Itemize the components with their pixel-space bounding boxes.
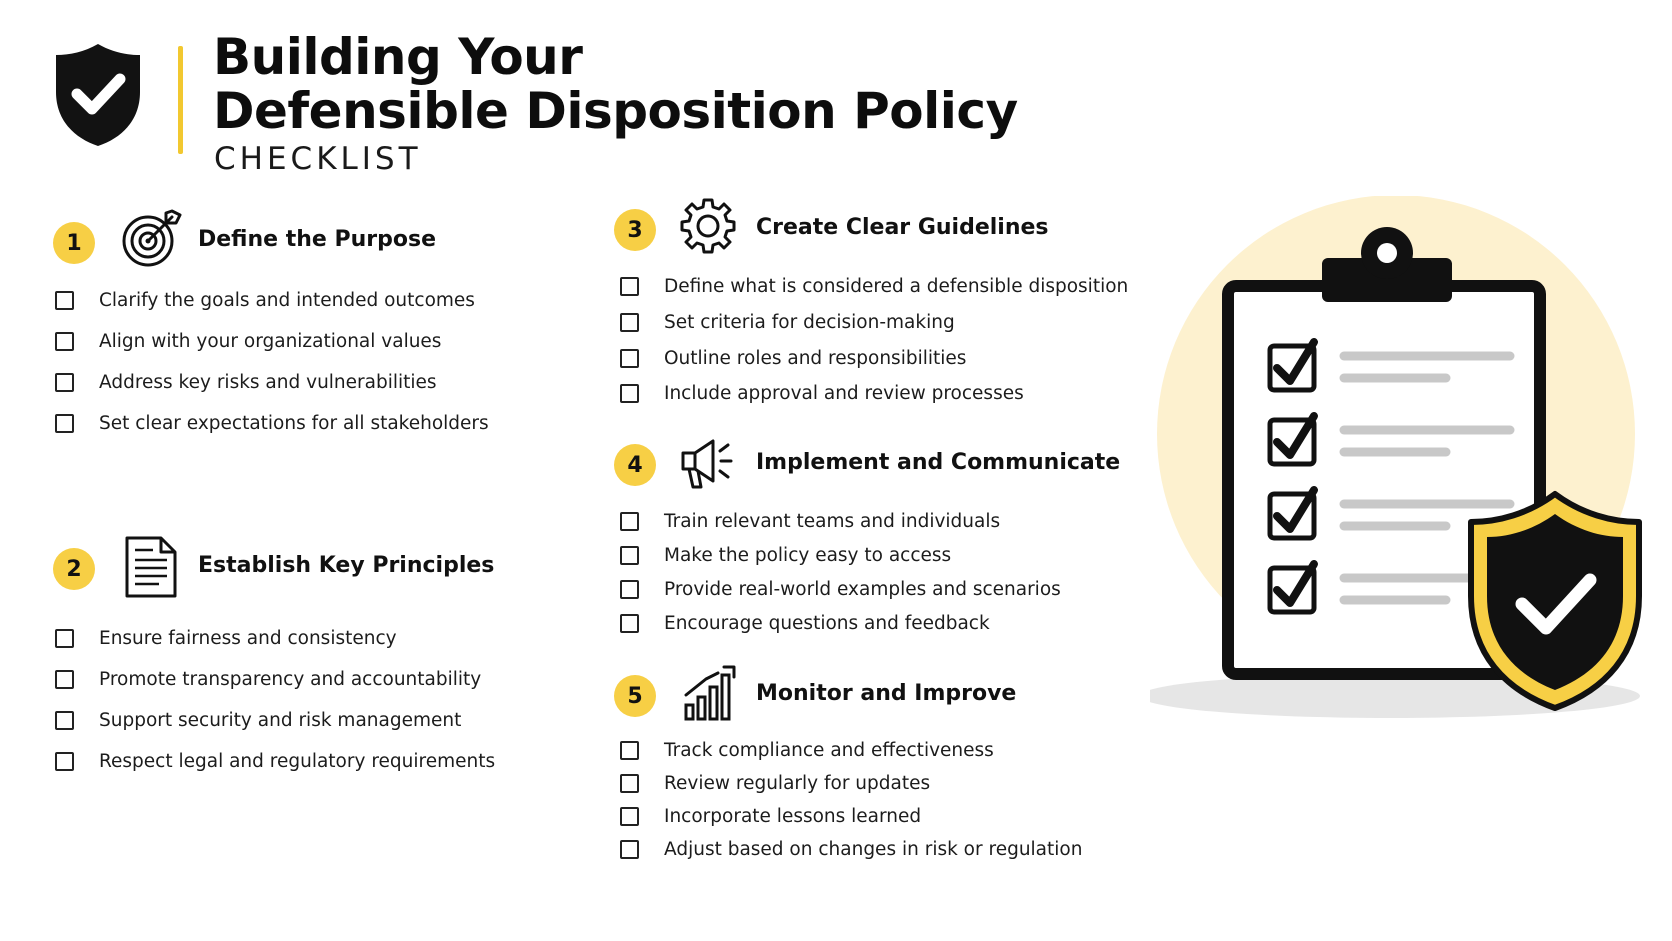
checkbox[interactable] [620, 349, 639, 368]
checkbox[interactable] [620, 512, 639, 531]
checklist-item[interactable] [55, 751, 495, 772]
checklist-item-label: Incorporate lessons learned [664, 806, 922, 827]
checklist-item[interactable] [55, 710, 461, 731]
section-2-number-badge: 2 [53, 548, 95, 590]
section-4-number-badge: 4 [614, 444, 656, 486]
checklist-item[interactable] [620, 613, 990, 634]
page-subtitle: CHECKLIST [214, 141, 422, 177]
checklist-item[interactable] [620, 839, 1082, 860]
checkbox[interactable] [55, 711, 74, 730]
checkbox[interactable] [620, 614, 639, 633]
section-3-title: Create Clear Guidelines [756, 215, 1049, 240]
checklist-item-label: Align with your organizational values [99, 331, 442, 352]
checkbox[interactable] [55, 670, 74, 689]
checkbox[interactable] [55, 373, 74, 392]
checkbox[interactable] [620, 580, 639, 599]
checkbox[interactable] [620, 384, 639, 403]
checklist-item-label: Define what is considered a defensible disposition [664, 276, 1129, 297]
checkbox[interactable] [55, 332, 74, 351]
clipboard-illustration [1150, 196, 1650, 726]
shield-check-icon [52, 40, 144, 150]
checklist-item[interactable] [620, 511, 1000, 532]
checklist-item[interactable] [620, 276, 1128, 297]
checklist-item-label: Set criteria for decision-making [664, 312, 955, 333]
section-5-number-badge: 5 [614, 675, 656, 717]
target-arrow-icon [120, 207, 182, 269]
checklist-item[interactable] [55, 372, 437, 393]
checklist-item-label: Clarify the goals and intended outcomes [99, 290, 475, 311]
title-divider [178, 46, 183, 154]
checkbox[interactable] [55, 291, 74, 310]
checkbox[interactable] [55, 752, 74, 771]
checkbox[interactable] [55, 414, 74, 433]
checklist-item-label: Track compliance and effectiveness [664, 740, 994, 761]
checklist-item-label: Set clear expectations for all stakeholders [99, 413, 489, 434]
checklist-item[interactable] [620, 579, 1061, 600]
section-5-title: Monitor and Improve [756, 681, 1017, 706]
gear-icon [677, 196, 739, 258]
checklist-item-label: Train relevant teams and individuals [664, 511, 1001, 532]
checklist-item-label: Make the policy easy to access [664, 545, 952, 566]
checklist-item-label: Support security and risk management [99, 710, 462, 731]
bar-chart-growth-icon [680, 663, 742, 725]
checklist-item-label: Address key risks and vulnerabilities [99, 372, 437, 393]
checkbox[interactable] [620, 546, 639, 565]
checklist-item-label: Encourage questions and feedback [664, 613, 990, 634]
section-3-number-badge: 3 [614, 209, 656, 251]
checklist-item-label: Ensure fairness and consistency [99, 628, 397, 649]
section-2-title: Establish Key Principles [198, 553, 495, 578]
checklist-item[interactable] [620, 348, 966, 369]
checklist-item[interactable] [620, 312, 955, 333]
checkbox[interactable] [620, 774, 639, 793]
checklist-item-label: Provide real-world examples and scenarios [664, 579, 1061, 600]
checkbox[interactable] [620, 840, 639, 859]
page-title-line-1: Building Your [213, 28, 583, 86]
page-title-line-2: Defensible Disposition Policy [213, 82, 1018, 140]
checkbox[interactable] [55, 629, 74, 648]
checklist-item[interactable] [55, 331, 441, 352]
checklist-item-label: Promote transparency and accountability [99, 669, 482, 690]
checklist-item[interactable] [620, 545, 951, 566]
section-4-title: Implement and Communicate [756, 450, 1121, 475]
checklist-item[interactable] [620, 383, 1024, 404]
checklist-item[interactable] [620, 806, 921, 827]
checklist-item[interactable] [55, 413, 489, 434]
checklist-item[interactable] [55, 290, 475, 311]
section-1-title: Define the Purpose [198, 227, 437, 252]
checklist-item[interactable] [620, 740, 994, 761]
checkbox[interactable] [620, 313, 639, 332]
checklist-item-label: Adjust based on changes in risk or regulation [664, 839, 1083, 860]
checklist-item-label: Review regularly for updates [664, 773, 931, 794]
checklist-item[interactable] [620, 773, 930, 794]
checklist-item-label: Respect legal and regulatory requirements [99, 751, 496, 772]
megaphone-icon [677, 433, 739, 495]
document-icon [121, 536, 183, 598]
checkbox[interactable] [620, 277, 639, 296]
section-1-number-badge: 1 [53, 222, 95, 264]
checkbox[interactable] [620, 741, 639, 760]
checklist-item[interactable] [55, 669, 481, 690]
checkbox[interactable] [620, 807, 639, 826]
checklist-item[interactable] [55, 628, 397, 649]
checklist-item-label: Include approval and review processes [664, 383, 1024, 404]
checklist-item-label: Outline roles and responsibilities [664, 348, 967, 369]
